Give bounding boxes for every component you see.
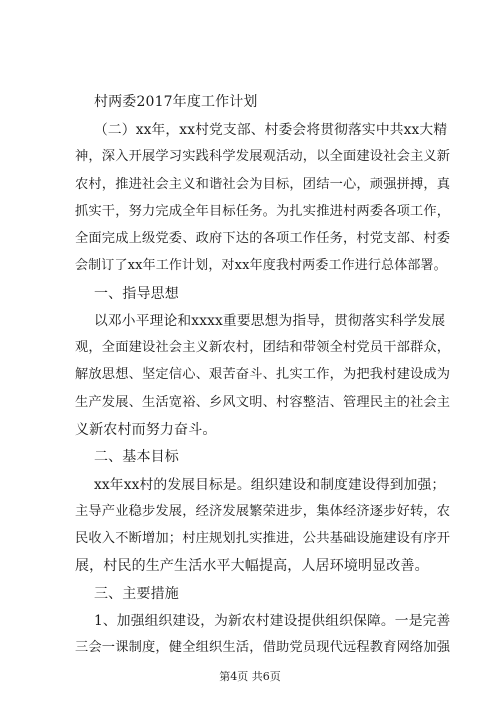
page-number-footer: 第4页 共6页 — [219, 670, 281, 683]
paragraph-line: 会制订了xx年工作计划，对xx年度我村两委工作进行总体部署。 — [75, 258, 447, 273]
paragraph-line: 农村，推进社会主义和谐社会为目标，团结一心，顽强拼搏，真 — [75, 177, 451, 192]
paragraph-line: 三会一课制度，健全组织生活，借助党员现代远程教育网络加强 — [75, 640, 451, 655]
paragraph-line: 1、加强组织建设，为新农村建设提供组织保障。一是完善 — [94, 613, 451, 629]
section-heading-guiding-ideology: 一、指导思想 — [94, 286, 179, 302]
paragraph-line: 以邓小平理论和xxxx重要思想为指导，贯彻落实科学发展 — [94, 313, 446, 329]
section-heading-main-measures: 三、主要措施 — [94, 586, 179, 602]
paragraph-line: 民收入不断增加；村庄规划扎实推进，公共基础设施建设有序开 — [75, 531, 451, 546]
paragraph-line: （二）xx年，xx村党支部、村委会将贯彻落实中共xx大精 — [94, 122, 448, 138]
paragraph-line: 全面完成上级党委、政府下达的各项工作任务，村党支部、村委 — [75, 231, 451, 246]
paragraph-line: 神，深入开展学习实践科学发展观活动，以全面建设社会主义新 — [75, 149, 451, 164]
paragraph-line: 主导产业稳步发展，经济发展繁荣进步，集体经济逐步好转，农 — [75, 504, 451, 519]
paragraph-line: 抓实干，努力完成全年目标任务。为扎实推进村两委各项工作， — [75, 204, 451, 219]
paragraph-line: 展，村民的生产生活水平大幅提高，人居环境明显改善。 — [75, 558, 429, 574]
document-title: 村两委2017年度工作计划 — [94, 94, 258, 110]
paragraph-line: 解放思想、坚定信心、艰苦奋斗、扎实工作，为把我村建设成为 — [75, 367, 451, 382]
paragraph-line: xx年xx村的发展目标是。组织建设和制度建设得到加强； — [94, 477, 446, 493]
section-heading-basic-goals: 二、基本目标 — [94, 449, 179, 465]
paragraph-line: 义新农村而努力奋斗。 — [75, 422, 217, 438]
paragraph-line: 生产发展、生活宽裕、乡风文明、村容整洁、管理民主的社会主 — [75, 395, 451, 410]
paragraph-line: 观，全面建设社会主义新农村，团结和带领全村党员干部群众， — [75, 340, 451, 355]
